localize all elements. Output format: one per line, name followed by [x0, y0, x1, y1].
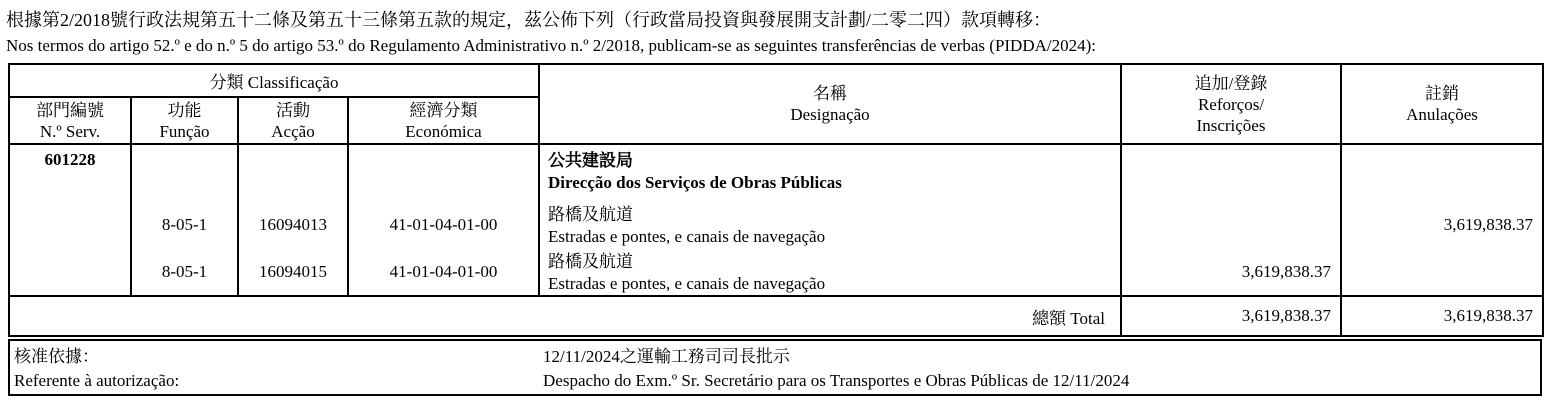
header-accao-pt: Acção: [271, 121, 315, 141]
authorization-value-zh: 12/11/2024之運輸工務司司長批示: [543, 347, 790, 366]
header-dept: [9, 97, 131, 144]
designacao-item-2-pt: Estradas e pontes, e canais de navegação: [548, 273, 826, 293]
header-designacao-zh: 名稱: [813, 84, 848, 103]
anulacoes-cell: [1341, 144, 1543, 296]
total-label: 總額 Total: [9, 296, 1121, 336]
header-economica-zh: 經濟分類: [409, 100, 478, 120]
header-classification: 分類 Classificação: [9, 64, 539, 97]
designacao-item-2-zh: 路橋及航道: [548, 251, 634, 271]
intro-line-pt: Nos termos do artigo 52.º e do n.º 5 do artigo 53.º do Regulamento Administrativo n.º 2/2018, publicam-se as seguintes transferências de verbas (PIDDA/2024):: [6, 36, 1096, 55]
transfer-table: [8, 63, 1544, 337]
header-reforcos: [1121, 64, 1341, 144]
reforcos-cell: [1121, 144, 1341, 296]
designacao-cell: [539, 144, 1121, 296]
header-anulacoes: [1341, 64, 1543, 144]
authorization-label-pt: Referente à autorização:: [14, 371, 180, 390]
dept-code: 601228: [44, 150, 96, 169]
header-anulacoes-zh: 註銷: [1425, 84, 1460, 103]
table-row: [9, 144, 1543, 296]
intro-line-zh: 根據第2/2018號行政法規第五十二條及第五十三條第五款的規定，茲公佈下列（行政當局投資與發展開支計劃/二零二四）款項轉移：: [6, 10, 1051, 30]
anulacoes-item-2: [1342, 249, 1542, 295]
total-row: [9, 296, 1543, 336]
header-funcao: [131, 97, 238, 144]
anulacoes-item-1: 3,619,838.37: [1443, 215, 1534, 234]
authorization-label: [14, 345, 179, 393]
accao-item-1: 16094013: [259, 215, 327, 234]
header-designacao: [539, 64, 1121, 144]
authorization-value: [543, 345, 1129, 393]
reforcos-item-1: [1122, 201, 1340, 249]
designacao-item-2: [548, 249, 1120, 295]
authorization-value-pt: Despacho do Exm.º Sr. Secretário para os Transportes e Obras Públicas de 12/11/2024: [543, 371, 1130, 390]
header-anulacoes-pt: Anulações: [1406, 105, 1478, 124]
total-reforcos: 3,619,838.37: [1121, 296, 1341, 336]
header-reforcos-pt2: Inscrições: [1196, 115, 1266, 135]
header-designacao-pt: Designação: [790, 105, 870, 124]
reforcos-item-2: 3,619,838.37: [1241, 262, 1332, 281]
funcao-item-1: 8-05-1: [161, 215, 208, 234]
funcao-cell: [131, 144, 238, 296]
designacao-item-1: [548, 201, 1120, 249]
authorization-label-zh: 核准依據：: [14, 347, 99, 366]
accao-item-2: 16094015: [259, 262, 327, 281]
header-reforcos-zh: 追加/登錄: [1194, 73, 1268, 93]
header-accao: [238, 97, 348, 144]
economica-item-1: 41-01-04-01-00: [389, 215, 498, 234]
header-reforcos-pt1: Reforços/: [1197, 94, 1265, 114]
economica-cell: [348, 144, 539, 296]
header-accao-zh: 活動: [276, 100, 310, 120]
dept-code-cell: [9, 144, 131, 296]
designacao-item-1-zh: 路橋及航道: [548, 204, 634, 224]
economica-item-2: 41-01-04-01-00: [389, 262, 498, 281]
header-economica: [348, 97, 539, 144]
table-header-row-1: [9, 64, 1543, 97]
header-dept-pt: N.º Serv.: [39, 121, 101, 141]
header-funcao-pt: Função: [159, 121, 210, 141]
agency-name-zh: 公共建設局: [548, 151, 634, 170]
total-anulacoes: 3,619,838.37: [1341, 296, 1543, 336]
header-funcao-zh: 功能: [167, 100, 202, 120]
accao-cell: [238, 144, 348, 296]
funcao-item-2: 8-05-1: [161, 262, 208, 281]
authorization-box: [8, 339, 1542, 396]
agency-name: [548, 145, 1120, 201]
agency-name-pt: Direcção dos Serviços de Obras Públicas: [548, 173, 842, 192]
header-economica-pt: Económica: [405, 121, 482, 141]
header-dept-zh: 部門編號: [36, 100, 104, 120]
designacao-item-1-pt: Estradas e pontes, e canais de navegação: [548, 226, 826, 246]
